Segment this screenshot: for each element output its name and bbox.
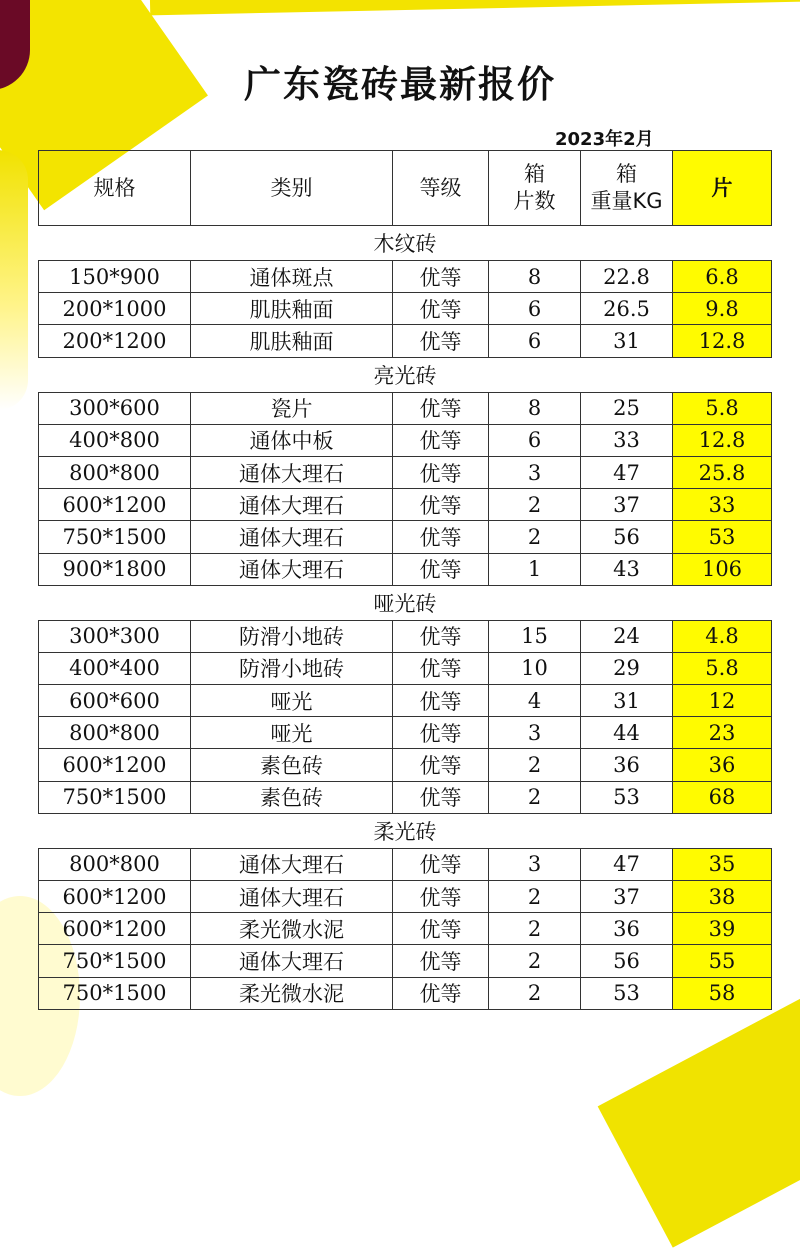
header-pieces bbox=[489, 151, 581, 226]
left-band-decoration bbox=[0, 150, 28, 410]
cell-pieces: 2 bbox=[489, 945, 581, 977]
cell-type: 哑光 bbox=[191, 685, 393, 717]
cell-grade: 优等 bbox=[393, 881, 489, 913]
cell-price: 23 bbox=[673, 717, 772, 749]
cell-grade: 优等 bbox=[393, 261, 489, 293]
cell-weight: 22.8 bbox=[581, 261, 673, 293]
cell-weight: 44 bbox=[581, 717, 673, 749]
cell-size: 300*600 bbox=[39, 392, 191, 424]
cell-size: 800*800 bbox=[39, 848, 191, 880]
cell-price: 4.8 bbox=[673, 620, 772, 652]
cell-type: 通体大理石 bbox=[191, 945, 393, 977]
cell-size: 800*800 bbox=[39, 456, 191, 488]
cell-type: 哑光 bbox=[191, 717, 393, 749]
page-title: 广东瓷砖最新报价 bbox=[244, 63, 556, 106]
cell-pieces: 2 bbox=[489, 977, 581, 1009]
cell-pieces: 6 bbox=[489, 424, 581, 456]
cell-size: 600*600 bbox=[39, 685, 191, 717]
cell-price: 6.8 bbox=[673, 261, 772, 293]
table-row bbox=[39, 489, 772, 521]
table-row bbox=[39, 749, 772, 781]
table-row bbox=[39, 521, 772, 553]
cell-pieces: 4 bbox=[489, 685, 581, 717]
table-row bbox=[39, 913, 772, 945]
cell-grade: 优等 bbox=[393, 781, 489, 813]
cell-pieces: 2 bbox=[489, 913, 581, 945]
category-label: 哑光砖 bbox=[39, 585, 772, 620]
cell-grade: 优等 bbox=[393, 848, 489, 880]
cell-weight: 31 bbox=[581, 325, 673, 357]
table-row bbox=[39, 717, 772, 749]
cell-weight: 37 bbox=[581, 489, 673, 521]
cell-grade: 优等 bbox=[393, 553, 489, 585]
cell-grade: 优等 bbox=[393, 977, 489, 1009]
cell-type: 通体大理石 bbox=[191, 456, 393, 488]
cell-weight: 37 bbox=[581, 881, 673, 913]
cell-type: 通体大理石 bbox=[191, 489, 393, 521]
cell-type: 肌肤釉面 bbox=[191, 293, 393, 325]
cell-grade: 优等 bbox=[393, 489, 489, 521]
cell-weight: 53 bbox=[581, 977, 673, 1009]
cell-grade: 优等 bbox=[393, 717, 489, 749]
table-row bbox=[39, 325, 772, 357]
bottom-corner-decoration bbox=[598, 984, 800, 1247]
cell-pieces: 3 bbox=[489, 717, 581, 749]
header-price: 片 bbox=[673, 151, 772, 226]
header-type: 类别 bbox=[191, 151, 393, 226]
cell-pieces: 15 bbox=[489, 620, 581, 652]
cell-size: 600*1200 bbox=[39, 913, 191, 945]
category-label: 亮光砖 bbox=[39, 357, 772, 392]
table-row bbox=[39, 261, 772, 293]
header-weight bbox=[581, 151, 673, 226]
cell-type: 肌肤釉面 bbox=[191, 325, 393, 357]
cell-size: 200*1200 bbox=[39, 325, 191, 357]
cell-pieces: 6 bbox=[489, 325, 581, 357]
cell-weight: 53 bbox=[581, 781, 673, 813]
cell-weight: 47 bbox=[581, 456, 673, 488]
cell-price: 9.8 bbox=[673, 293, 772, 325]
cell-price: 35 bbox=[673, 848, 772, 880]
table-row bbox=[39, 392, 772, 424]
cell-grade: 优等 bbox=[393, 293, 489, 325]
cell-pieces: 10 bbox=[489, 652, 581, 684]
cell-pieces: 3 bbox=[489, 456, 581, 488]
cell-size: 750*1500 bbox=[39, 945, 191, 977]
cell-type: 素色砖 bbox=[191, 749, 393, 781]
cell-price: 36 bbox=[673, 749, 772, 781]
cell-price: 58 bbox=[673, 977, 772, 1009]
table-row bbox=[39, 652, 772, 684]
cell-price: 5.8 bbox=[673, 392, 772, 424]
table-row bbox=[39, 977, 772, 1009]
header-grade: 等级 bbox=[393, 151, 489, 226]
cell-price: 33 bbox=[673, 489, 772, 521]
category-label: 柔光砖 bbox=[39, 813, 772, 848]
cell-pieces: 1 bbox=[489, 553, 581, 585]
cell-price: 39 bbox=[673, 913, 772, 945]
cell-weight: 47 bbox=[581, 848, 673, 880]
cell-weight: 29 bbox=[581, 652, 673, 684]
cell-type: 通体大理石 bbox=[191, 521, 393, 553]
cell-weight: 56 bbox=[581, 945, 673, 977]
cell-pieces: 8 bbox=[489, 261, 581, 293]
cell-size: 900*1800 bbox=[39, 553, 191, 585]
category-row bbox=[39, 226, 772, 261]
cell-price: 12.8 bbox=[673, 424, 772, 456]
cell-type: 通体中板 bbox=[191, 424, 393, 456]
table-row bbox=[39, 293, 772, 325]
cell-size: 300*300 bbox=[39, 620, 191, 652]
table-row bbox=[39, 620, 772, 652]
category-row bbox=[39, 813, 772, 848]
date-label: 2023年2月 bbox=[555, 129, 654, 150]
cell-price: 12 bbox=[673, 685, 772, 717]
cell-size: 600*1200 bbox=[39, 881, 191, 913]
cell-pieces: 2 bbox=[489, 489, 581, 521]
category-label: 木纹砖 bbox=[39, 226, 772, 261]
cell-type: 通体斑点 bbox=[191, 261, 393, 293]
cell-weight: 31 bbox=[581, 685, 673, 717]
cell-price: 38 bbox=[673, 881, 772, 913]
price-table bbox=[38, 150, 772, 1010]
cell-weight: 56 bbox=[581, 521, 673, 553]
category-row bbox=[39, 585, 772, 620]
cell-weight: 36 bbox=[581, 749, 673, 781]
cell-type: 柔光微水泥 bbox=[191, 977, 393, 1009]
cell-size: 750*1500 bbox=[39, 781, 191, 813]
cell-price: 68 bbox=[673, 781, 772, 813]
header-pieces-line1: 箱 bbox=[524, 162, 545, 186]
table-row bbox=[39, 945, 772, 977]
category-row bbox=[39, 357, 772, 392]
cell-type: 素色砖 bbox=[191, 781, 393, 813]
cell-price: 55 bbox=[673, 945, 772, 977]
header-pieces-line2: 片数 bbox=[513, 189, 556, 213]
cell-size: 200*1000 bbox=[39, 293, 191, 325]
cell-grade: 优等 bbox=[393, 913, 489, 945]
table-row bbox=[39, 553, 772, 585]
cell-pieces: 6 bbox=[489, 293, 581, 325]
cell-size: 400*800 bbox=[39, 424, 191, 456]
cell-grade: 优等 bbox=[393, 945, 489, 977]
table-row bbox=[39, 848, 772, 880]
cell-size: 150*900 bbox=[39, 261, 191, 293]
cell-pieces: 8 bbox=[489, 392, 581, 424]
cell-grade: 优等 bbox=[393, 620, 489, 652]
cell-size: 750*1500 bbox=[39, 977, 191, 1009]
cell-price: 5.8 bbox=[673, 652, 772, 684]
cell-pieces: 2 bbox=[489, 881, 581, 913]
cell-weight: 43 bbox=[581, 553, 673, 585]
cell-grade: 优等 bbox=[393, 392, 489, 424]
cell-weight: 26.5 bbox=[581, 293, 673, 325]
cell-grade: 优等 bbox=[393, 521, 489, 553]
cell-price: 25.8 bbox=[673, 456, 772, 488]
header-size: 规格 bbox=[39, 151, 191, 226]
cell-weight: 33 bbox=[581, 424, 673, 456]
cell-price: 106 bbox=[673, 553, 772, 585]
header-weight-line1: 箱 bbox=[616, 162, 637, 186]
table-row bbox=[39, 456, 772, 488]
cell-grade: 优等 bbox=[393, 424, 489, 456]
cell-pieces: 2 bbox=[489, 521, 581, 553]
header-weight-line2: 重量KG bbox=[590, 189, 663, 213]
table-row bbox=[39, 685, 772, 717]
cell-type: 柔光微水泥 bbox=[191, 913, 393, 945]
cell-size: 600*1200 bbox=[39, 749, 191, 781]
cell-type: 通体大理石 bbox=[191, 881, 393, 913]
cell-grade: 优等 bbox=[393, 749, 489, 781]
cell-weight: 36 bbox=[581, 913, 673, 945]
cell-price: 12.8 bbox=[673, 325, 772, 357]
cell-grade: 优等 bbox=[393, 685, 489, 717]
cell-type: 防滑小地砖 bbox=[191, 652, 393, 684]
table-row bbox=[39, 424, 772, 456]
header-row bbox=[39, 151, 772, 226]
cell-pieces: 2 bbox=[489, 749, 581, 781]
cell-type: 防滑小地砖 bbox=[191, 620, 393, 652]
top-strip-decoration bbox=[150, 0, 800, 15]
cell-grade: 优等 bbox=[393, 456, 489, 488]
cell-grade: 优等 bbox=[393, 325, 489, 357]
table-body bbox=[39, 226, 772, 1010]
cell-grade: 优等 bbox=[393, 652, 489, 684]
cell-size: 800*800 bbox=[39, 717, 191, 749]
cell-type: 瓷片 bbox=[191, 392, 393, 424]
cell-size: 750*1500 bbox=[39, 521, 191, 553]
cell-pieces: 3 bbox=[489, 848, 581, 880]
cell-size: 400*400 bbox=[39, 652, 191, 684]
cell-pieces: 2 bbox=[489, 781, 581, 813]
cell-type: 通体大理石 bbox=[191, 553, 393, 585]
cell-size: 600*1200 bbox=[39, 489, 191, 521]
table-row bbox=[39, 881, 772, 913]
cell-weight: 25 bbox=[581, 392, 673, 424]
cell-weight: 24 bbox=[581, 620, 673, 652]
cell-type: 通体大理石 bbox=[191, 848, 393, 880]
table-row bbox=[39, 781, 772, 813]
cell-price: 53 bbox=[673, 521, 772, 553]
